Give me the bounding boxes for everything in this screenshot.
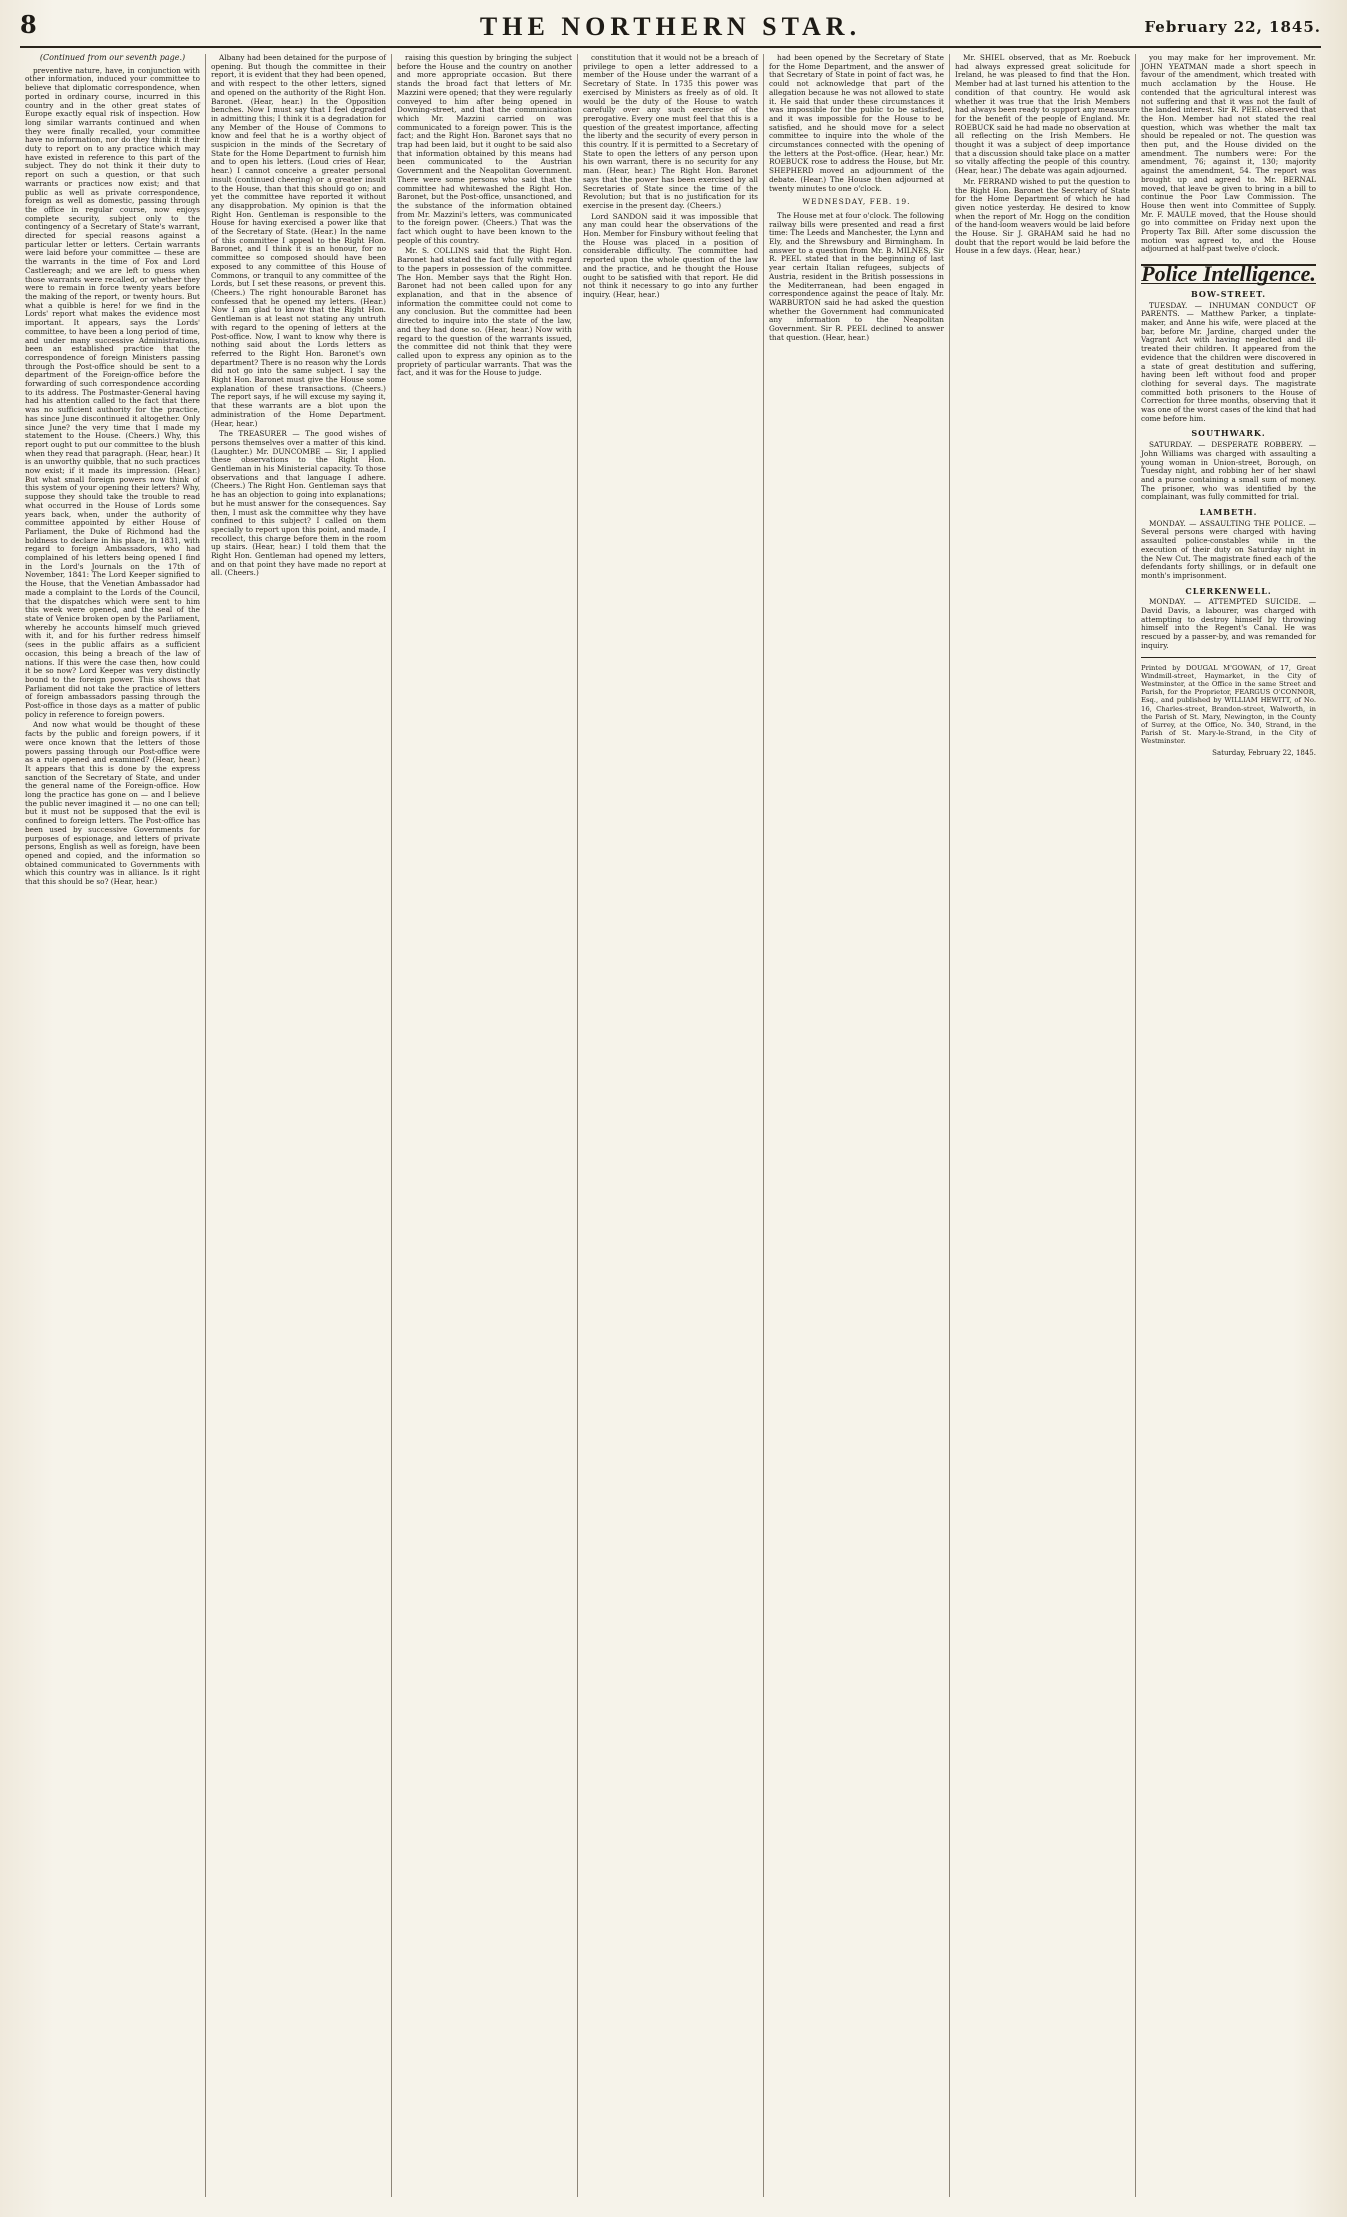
column-7	[1136, 54, 1321, 2197]
police-report: TUESDAY. — INHUMAN CONDUCT OF PARENTS. — Matthew Parker, a tinplate-maker, and Anne his wife, were placed at the bar, before Mr. Jardine, charged under the Vagrant Act with having neglected and ill-treated their children. It appeared from the evidence that the children were discovered in a state of great destitution and suffering, having been left without food and proper clothing for several days. The magistrate committed both prisoners to the House of Correction for three months, observing that it was one of the worst cases of the kind that had come before him.	[1141, 300, 1316, 423]
imprint-date: Saturday, February 22, 1845.	[1212, 748, 1316, 757]
court-heading: BOW-STREET.	[1190, 288, 1267, 299]
column-text: Lord SANDON said it was impossible that any man could hear the observations of the Hon. Member for Finsbury without feeling that the House was placed in a position of considerable difficulty. The committee had reported upon the whole question of the law and the practice, and he thought the House ought to be satisfied with that report. He did not think it necessary to go into any further inquiry. (Hear, hear.)	[583, 211, 758, 299]
column-4	[578, 54, 764, 2197]
page-number: 8	[20, 10, 38, 39]
column-1	[20, 54, 206, 2197]
divider	[1141, 657, 1316, 658]
article-columns	[20, 54, 1321, 2197]
column-text: Mr. SHIEL observed, that as Mr. Roebuck had always expressed great solicitude for Ireland, he was pleased to find that the Hon. Member had at last turned his attention to the condition of that country. He would ask whether it was true that the Irish Members had always been ready to support any measure for the benefit of the people of England. Mr. ROEBUCK said he had made no observation at all reflecting on the Irish Members. He thought it was a subject of deep importance that a discussion should take place on a matter so vitally affecting the people of this country. (Hear, hear.) The debate was again adjourned.	[955, 54, 1130, 176]
court-heading: LAMBETH.	[1199, 507, 1258, 518]
column-text: preventive nature, have, in conjunction with other information, induced your committee to believe that diplomatic correspondence, when ported in ordinary course, incurred in this country and in the other great states of Europe exactly equal risk of inspection. How long similar warrants continued and when they were finally recalled, your committee have no information, nor do they think it their duty to report on to any practice which may have existed in reference to this part of the subject. They do not think it their duty to report on such a question, or that such warrants or practices now exist; and that public as well as private correspondence, foreign as well as domestic, passing through the office in regular course, now enjoys complete security, subject only to the contingency of a Secretary of State's warrant, directed for special reasons against a particular letter or letters. Certain warrants were laid before your committee — these are the warrants in the time of Fox and Lord Castlereagh; and we are left to guess when those warrants were recalled, or whether they were to remain in force twenty years before the making of the report, or twenty hours. But what a quibble is here! for we find in the Lords' report what makes the evidence most important. It appears, says the Lords' committee, to have been a long period of time, and under many successive Administrations, been an established practice that the correspondence of foreign Ministers passing through the Post-office should be sent to a department of the Foreign-office before the forwarding of such correspondence according to its address. The Postmaster-General having had his attention called to the fact that there was no sufficient authority for the practice, has since June discontinued it altogether. Only since June? the very time that I made my statement to the House. (Cheers.) Why, this report ought to put our committee to the blush when they read that paragraph. (Hear, hear.) It is an unworthy quibble, that no such practices now exist; if it made its impression. (Hear.) But what small foreign powers now think of this system of your opening their letters? Why, suppose they should take the trouble to read what occurred in the House of Lords some years back, when, under the authority of committee appointed by either House of Parliament, the Duke of Richmond had the boldness to declare in his place, in 1831, with regard to foreign Ambassadors, who had complained of his letters being opened I find in the Lord's Journals on the 17th of November, 1841: The Lord Keeper signified to the House, that the Venetian Ambassador had made a complaint to the Lords of the Council, that the dispatches which were sent to him this week were opened, and the seal of the state of Venice broken open by the Parliament, whereby he accounts himself much grieved with it, and for his further redress himself (sees in the public affairs as a sufficient occasion, this being a breach of the law of nations. If this were the case then, how could it be so now? Lord Keeper was very distinctly bound to the foreign power. This shows that Parliament did not take the practice of letters of foreign ambassadors passing through the Post-office in those days as a matter of public policy in reference to foreign powers.	[25, 65, 200, 719]
printer-imprint: Printed by DOUGAL M'GOWAN, of 17, Great Windmill-street, Haymarket, in the City of Westminster, at the Office in the same Street and Parish, for the Proprietor, FEARGUS O'CONNOR, Esq., and published by WILLIAM HEWITT, of No. 16, Charles-street, Brandon-street, Walworth, in the Parish of St. Mary, Newington, in the County of Surrey, at the Office, No. 340, Strand, in the Parish of St. Mary-le-Strand, in the City of Westminster.	[1141, 663, 1316, 746]
masthead	[20, 6, 1321, 48]
column-text: constitution that it would not be a breach of privilege to open a letter addressed to a member of the House under the warrant of a Secretary of State. In 1735 this power was exercised by Ministers as freely as of old. It would be the duty of the House to watch carefully over any such exercise of the prerogative. Every one must feel that this is a question of the greatest importance, affecting the liberty and the security of every person in this country. If it is permitted to a Secretary of State to open the letters of any person upon his own warrant, there is no security for any man. (Hear, hear.) The Right Hon. Baronet says that the power has been exercised by all Secretaries of State since the time of the Revolution; but that is no justification for its exercise in the present day. (Cheers.)	[583, 54, 758, 210]
column-2	[206, 54, 392, 2197]
column-6	[950, 54, 1136, 2197]
column-text: Mr. FERRAND wished to put the question to the Right Hon. Baronet the Secretary of State for the Home Department of which he had given notice yesterday. He desired to know when the report of Mr. Hogg on the condition of the hand-loom weavers would be laid before the House. Sir J. GRAHAM said he had no doubt that the report would be laid before the House in a few days. (Hear, hear.)	[955, 176, 1130, 256]
newspaper-title: THE NORTHERN STAR.	[479, 12, 862, 41]
sitting-date-heading: WEDNESDAY, FEB. 19.	[802, 197, 911, 207]
column-text: you may make for her improvement. Mr. JOHN YEATMAN made a short speech in favour of the amendment, which treated with much acclamation by the House. He contended that the agricultural interest was not suffering and that it was not the fault of the landed interest. Sir R. PEEL observed that the Hon. Member had not stated the real question, which was whether the malt tax should be repealed or not. The question was then put, and the House divided on the amendment. The numbers were: For the amendment, 76; against it, 130; majority against the amendment, 54. The report was brought up and agreed to. Mr. BERNAL moved, that leave be given to bring in a bill to continue the Poor Law Commission. The House then went into Committee of Supply. Mr. F. MAULE moved, that the House should go into committee on Friday next upon the Property Tax Bill. After some discussion the motion was agreed to, and the House adjourned at half-past twelve o'clock.	[1141, 54, 1316, 254]
police-report: SATURDAY. — DESPERATE ROBBERY. — John Williams was charged with assaulting a young woman in Union-street, Borough, on Tuesday night, and robbing her of her shawl and a purse containing a small sum of money. The prisoner, who was identified by the complainant, was fully committed for trial.	[1141, 440, 1316, 502]
continuation-note: (Continued from our seventh page.)	[39, 54, 186, 62]
column-5	[764, 54, 950, 2197]
police-report: MONDAY. — ATTEMPTED SUICIDE. — David Davis, a labourer, was charged with attempting to destroy himself by throwing himself into the Regent's Canal. He was rescued by a passer-by, and was remanded for inquiry.	[1141, 597, 1316, 650]
police-report: MONDAY. — ASSAULTING THE POLICE. — Several persons were charged with having assaulted police-constables while in the execution of their duty on Saturday night in the New Cut. The magistrate fined each of the defendants forty shillings, or in default one month's imprisonment.	[1141, 518, 1316, 580]
column-text: Mr. S. COLLINS said that the Right Hon. Baronet had stated the fact fully with regard to the papers in possession of the committee. The Hon. Member says that the Right Hon. Baronet had not been called upon for any explanation, and that in the absence of information the committee could not come to any conclusion. But the committee had been directed to inquire into the state of the law, and they had done so. (Hear, hear.) Now with regard to the question of the warrants issued, the committee did not think that they were called upon to express any opinion as to the propriety of particular warrants. That was the fact, and it was for the House to judge.	[397, 246, 572, 378]
police-intelligence-heading: Police Intelligence.	[1141, 261, 1316, 287]
column-text: Albany had been detained for the purpose of opening. But though the committee in their report, it is evident that they had been opened, and with respect to the other letters, signed and opened on the authority of the Right Hon. Baronet. (Hear, hear.) In the Opposition benches. Now I must say that I feel degraded in admitting this; I think it is a degradation for any Member of the House of Commons to know and feel that he is a worthy object of suspicion in the minds of the Secretary of State for the Home Department to furnish him and to open his letters. (Loud cries of Hear, hear.) I cannot conceive a greater personal insult (continued cheering) or a greater insult to the House, than that this should go on; and yet the committee have reported it without any disapprobation. My opinion is that the Right Hon. Gentleman is responsible to the House for having exercised a power like that of the Secretary of State. (Hear.) In the name of this committee I appeal to the Right Hon. Baronet, and I think it is an honour, for no committee so composed should have been exposed to any committee of this House of Commons, or tranquil to any committee of the Lords, but I set these reasons, or prevent this. (Cheers.) The right honourable Baronet has confessed that he opened my letters. (Hear.) Now I am glad to know that the Right Hon. Gentleman is at least not stating any untruth with regard to the opening of letters at the Post-office. Now, I want to know why there is nothing said about the Lords letters as referred to the Right Hon. Baronet's own department? There is no reason why the Lords did not go into the same subject. I say the Right Hon. Baronet must give the House some explanation of these transactions. (Cheers.) The report says, if he will excuse my saying it, that these warrants are a blot upon the administration of the Home Department. (Hear, hear.)	[211, 54, 387, 428]
issue-date: February 22, 1845.	[1144, 18, 1321, 36]
column-3	[392, 54, 578, 2197]
court-heading: CLERKENWELL.	[1185, 585, 1272, 596]
column-text: The House met at four o'clock. The following railway bills were presented and read a first time: The Leeds and Manchester, the Lynn and Ely, and the Shrewsbury and Birmingham. In answer to a question from Mr. B. MILNES, Sir R. PEEL stated that in the beginning of last year certain Italian refugees, subjects of Austria, resident in the British possessions in the Mediterranean, had been engaged in correspondence against the peace of Italy. Mr. WARBURTON said he had asked the question whether the Government had communicated any information to the Neapolitan Government. Sir R. PEEL declined to answer that question. (Hear, hear.)	[769, 210, 944, 342]
column-text: And now what would be thought of these facts by the public and foreign powers, if it were once known that the letters of those powers passing through our Post-office were as a rule opened and examined? (Hear, hear.) It appears that this is done by the express sanction of the Secretary of State, and under the general name of the Foreign-office. How long the practice has gone on — and I believe the public never imagined it — no one can tell; but it must not be supposed that the evil is confined to foreign letters. The Post-office has been used by successive Governments for purposes of espionage, and letters of private persons, English as well as foreign, have been opened and copied, and the information so obtained communicated to Governments with which this country was in alliance. Is it right that this should be so? (Hear, hear.)	[25, 720, 200, 887]
column-text: raising this question by bringing the subject before the House and the country on another and more appropriate occasion. But there stands the broad fact that letters of Mr. Mazzini were opened; that they were regularly conveyed to him after being opened in Downing-street, and that the communication which Mr. Mazzini carried on was communicated to a foreign power. This is the fact; and the Right Hon. Baronet says that no trap had been laid, but it ought to be said also that information obtained by this means had been communicated to the Austrian Government and the Neapolitan Government. There were some persons who said that the committee had whitewashed the Right Hon. Baronet, but the Post-office, unsanctioned, and the substance of the information obtained from Mr. Mazzini's letters, was communicated to the foreign power. (Cheers.) That was the fact which ought to have been known to the people of this country.	[397, 54, 572, 245]
column-text: The TREASURER — The good wishes of persons themselves over a matter of this kind. (Laughter.) Mr. DUNCOMBE — Sir, I applied these observations to the Right Hon. Gentleman in his Ministerial capacity. To those observations and that language I adhere. (Cheers.) The Right Hon. Gentleman says that he has an objection to going into explanations; but he must answer for the consequences. Say then, I must ask the committee why they have confined to this subject? I called on them specially to report upon this point, and made, I recollect, this charge before them in the room up stairs. (Hear, hear.) I told them that the Right Hon. Gentleman had opened my letters, and on that point they have made no report at all. (Cheers.)	[211, 429, 386, 578]
column-text: had been opened by the Secretary of State for the Home Department, and the answer of that Secretary of State in point of fact was, he could not acknowledge that part of the allegation because he was not allowed to state it. He said that under these circumstances it was impossible for the public to be satisfied, and it was impossible for the House to be satisfied, and he should move for a select committee to inquire into the whole of the circumstances connected with the opening of the letters at the Post-office. (Hear, hear.) Mr. ROEBUCK rose to address the House, but Mr. SHEPHERD moved an adjournment of the debate. (Hear.) The House then adjourned at twenty minutes to one o'clock.	[769, 54, 944, 193]
court-heading: SOUTHWARK.	[1191, 428, 1266, 439]
